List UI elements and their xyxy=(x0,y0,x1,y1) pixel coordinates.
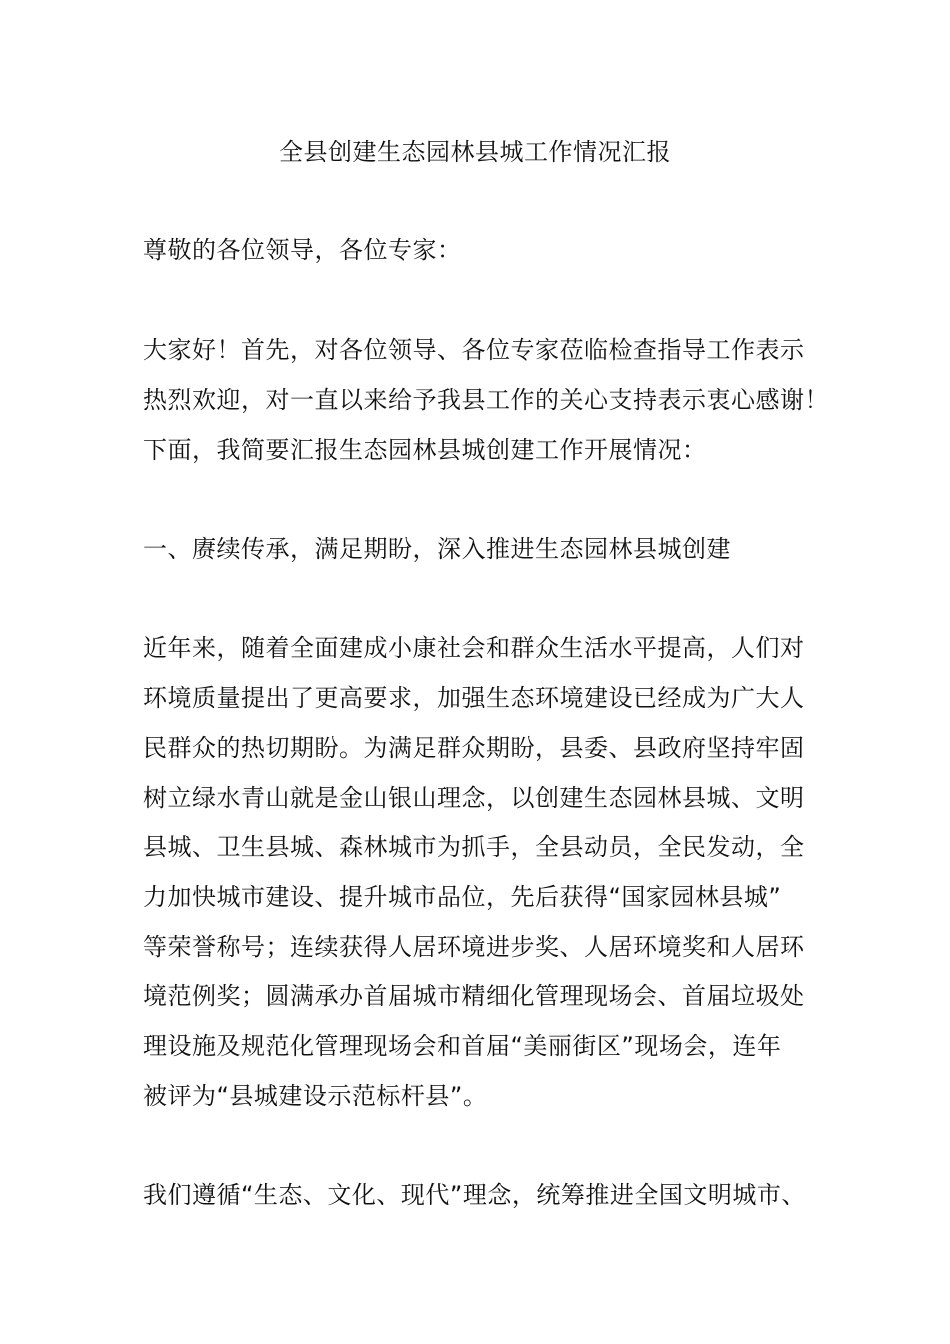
paragraph-line: 树立绿水青山就是金山银山理念，以创建生态园林县城、文明 xyxy=(143,784,805,812)
document-title: 全县创建生态园林县城工作情况汇报 xyxy=(279,138,671,166)
paragraph-line: 我们遵循“生态、文化、现代”理念，统筹推进全国文明城市、 xyxy=(143,1181,806,1209)
intro-line-2: 热烈欢迎，对一直以来给予我县工作的关心支持表示衷心感谢！ xyxy=(143,386,829,414)
paragraph-line: 环境质量提出了更高要求，加强生态环境建设已经成为广大人 xyxy=(143,684,805,712)
intro-line-1: 大家好！首先，对各位领导、各位专家莅临检查指导工作表示 xyxy=(143,336,805,364)
paragraph-line: 近年来，随着全面建成小康社会和群众生活水平提高，人们对 xyxy=(143,634,805,662)
paragraph-line: 县城、卫生县城、森林城市为抓手，全县动员，全民发动，全 xyxy=(143,833,805,861)
paragraph-line: 力加快城市建设、提升城市品位，先后获得“国家园林县城” xyxy=(143,883,782,911)
intro-line-3: 下面，我简要汇报生态园林县城创建工作开展情况： xyxy=(143,436,707,464)
paragraph-line: 民群众的热切期盼。为满足群众期盼，县委、县政府坚持牢固 xyxy=(143,734,805,762)
paragraph-line: 理设施及规范化管理现场会和首届“美丽街区”现场会，连年 xyxy=(143,1032,782,1060)
section-heading: 一、赓续传承，满足期盼，深入推进生态园林县城创建 xyxy=(143,535,731,563)
paragraph-line: 被评为“县城建设示范标杆县”。 xyxy=(143,1082,488,1110)
paragraph-line: 等荣誉称号；连续获得人居环境进步奖、人居环境奖和人居环 xyxy=(143,933,805,961)
salutation: 尊敬的各位领导，各位专家： xyxy=(143,236,462,264)
paragraph-line: 境范例奖；圆满承办首届城市精细化管理现场会、首届垃圾处 xyxy=(143,982,805,1010)
